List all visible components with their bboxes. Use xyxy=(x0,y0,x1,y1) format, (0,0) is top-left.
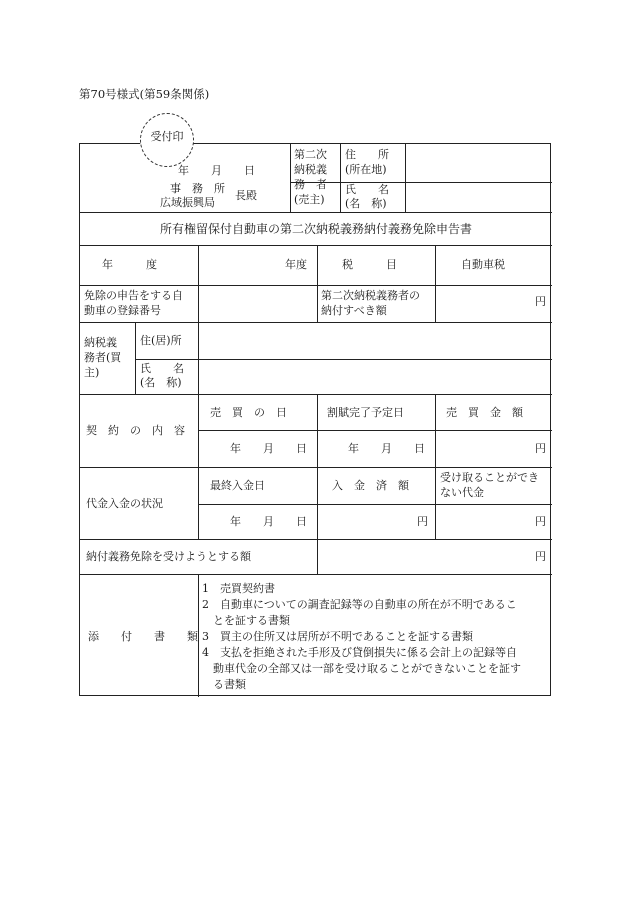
uncollectible-yen: 円 xyxy=(535,515,546,528)
exemption-amount-yen: 円 xyxy=(535,550,546,563)
attachment-line-2: 2 自動車についての調査記録等の自動車の所在が不明であるこ xyxy=(202,598,517,611)
installment-end-value: 年 月 日 xyxy=(348,442,425,455)
buyer-name-sublabel: (名 称) xyxy=(140,376,182,389)
secondary-taxpayer-label-1: 第二次 xyxy=(294,148,327,161)
attachment-line-4: 3 買主の住所又は居所が不明であることを証する書類 xyxy=(202,630,473,643)
reception-stamp-label: 受付印 xyxy=(150,130,184,143)
attachments-label: 添 付 書 類 xyxy=(88,630,198,643)
sale-date-label: 売 買 の 日 xyxy=(210,406,287,419)
payment-status-label: 代金入金の状況 xyxy=(86,497,163,510)
form-table xyxy=(79,143,551,696)
secondary-taxpayer-label-2: 納税義 xyxy=(294,163,327,176)
sale-date-value: 年 月 日 xyxy=(230,442,307,455)
attachment-line-6: 動車代金の全部又は一部を受け取ることができないことを証す xyxy=(202,662,521,675)
paid-amount-yen: 円 xyxy=(417,515,428,528)
paid-amount-label: 入 金 済 額 xyxy=(332,479,409,492)
seller-address-sublabel: (所在地) xyxy=(345,163,387,176)
contract-label: 契 約 の 内 容 xyxy=(86,424,185,437)
form-title: 所有権留保付自動車の第二次納税義務納付義務免除申告書 xyxy=(159,222,472,236)
registration-label-2: 動車の登録番号 xyxy=(84,304,161,317)
office-chief: 長殿 xyxy=(235,189,257,202)
fiscal-year-unit: 年度 xyxy=(285,258,307,271)
attachment-line-5: 4 支払を拒絶された手形及び貸倒損失に係る会計上の記録等自 xyxy=(202,646,517,659)
seller-name-label: 氏 名 xyxy=(345,183,389,196)
tax-item-label: 税 目 xyxy=(342,258,397,271)
office-line1: 事 務 所 xyxy=(170,182,225,195)
sale-amount-label: 売 買 金 額 xyxy=(446,406,523,419)
payable-amount-label-2: 納付すべき額 xyxy=(321,304,387,317)
buyer-label-2: 務者(買 xyxy=(84,351,122,364)
fiscal-year-label: 年 度 xyxy=(102,258,157,271)
tax-item-value: 自動車税 xyxy=(461,258,505,271)
reception-stamp xyxy=(140,113,194,167)
seller-name-sublabel: (名 称) xyxy=(345,197,387,210)
sale-amount-yen: 円 xyxy=(535,442,546,455)
registration-label-1: 免除の申告をする自 xyxy=(84,289,183,302)
uncollectible-label-2: ない代金 xyxy=(440,486,484,499)
attachment-line-1: 1 売買契約書 xyxy=(202,582,275,595)
office-line2: 広域振興局 xyxy=(160,196,215,209)
buyer-name-label: 氏 名 xyxy=(140,362,184,375)
exemption-amount-label: 納付義務免除を受けようとする額 xyxy=(86,550,251,563)
filing-date: 年 月 日 xyxy=(178,164,255,177)
buyer-label-1: 納税義 xyxy=(84,336,117,349)
attachment-line-7: る書類 xyxy=(202,678,246,691)
buyer-address-label: 住(居)所 xyxy=(140,334,182,347)
last-payment-date-label: 最終入金日 xyxy=(210,479,265,492)
uncollectible-label-1: 受け取ることができ xyxy=(440,471,539,484)
buyer-label-3: 主) xyxy=(84,366,100,379)
payable-amount-yen: 円 xyxy=(535,295,546,308)
form-number: 第70号様式(第59条関係) xyxy=(79,87,210,101)
payable-amount-label-1: 第二次納税義務者の xyxy=(321,289,420,302)
installment-end-label: 割賦完了予定日 xyxy=(327,406,404,419)
secondary-taxpayer-label-3: 務 者 xyxy=(294,178,327,191)
seller-address-label: 住 所 xyxy=(345,148,389,161)
attachment-line-3: とを証する書類 xyxy=(202,614,290,627)
secondary-taxpayer-label-4: (売主) xyxy=(294,193,325,206)
last-payment-date-value: 年 月 日 xyxy=(230,515,307,528)
